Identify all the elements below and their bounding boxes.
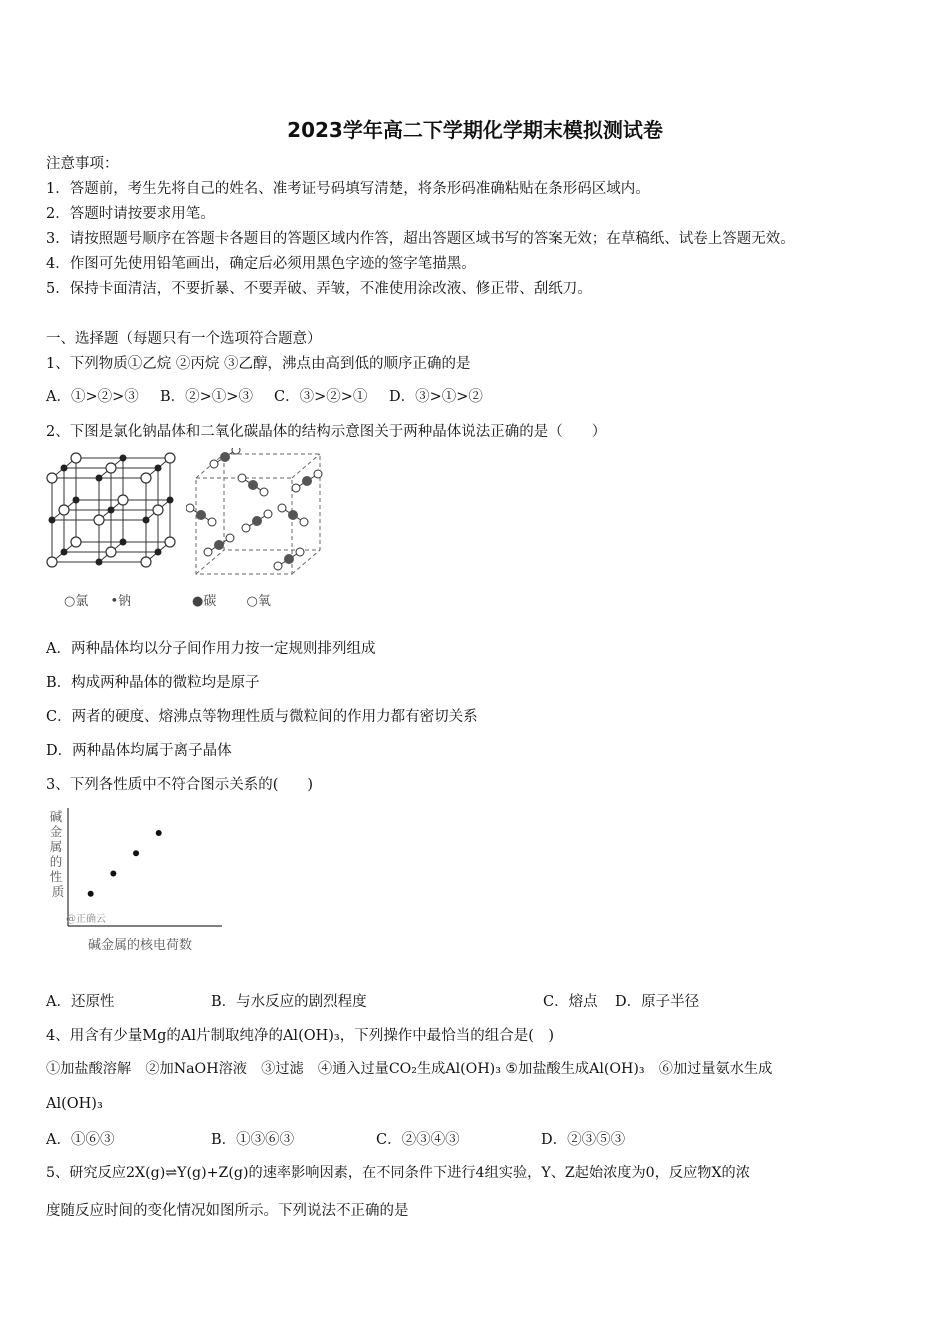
y-label-char-4: 的 (49, 854, 63, 869)
note-item: 3．请按照题号顺序在答题卡各题目的答题区域内作答，超出答题区域书写的答案无效；在草稿纸、试卷上答题无效。 (46, 231, 795, 247)
data-point-4 (156, 830, 162, 836)
question-2-option-a: A．两种晶体均以分子间作用力按一定规则排列组成 (46, 641, 376, 657)
option-b: B．①③⑥③ (211, 1132, 295, 1148)
legend-carbon: ●碳 (192, 594, 217, 609)
question-2-option-c: C．两者的硬度、熔沸点等物理性质与微粒间的作用力都有密切关系 (46, 709, 478, 725)
chart-watermark: @正确云 (66, 914, 106, 925)
x-axis-label: 碱金属的核电荷数 (88, 938, 193, 953)
co2-legend (192, 590, 271, 609)
data-points (88, 830, 162, 897)
y-label-char-5: 性 (49, 869, 63, 884)
data-point-2 (110, 871, 116, 877)
option-b: B．与水反应的剧烈程度 (211, 994, 367, 1010)
question-3-stem: 3、下列各性质中不符合图示关系的( ) (46, 777, 314, 793)
alkali-metal-chart (46, 802, 226, 954)
co2-crystal-figure (186, 448, 328, 586)
question-2-option-d: D．两种晶体均属于离子晶体 (46, 743, 232, 759)
question-5-stem-cont: 度随反应时间的变化情况如图所示。下列说法不正确的是 (46, 1203, 409, 1219)
option-c: C．②③④③ (376, 1132, 460, 1148)
y-label-char-1: 碱 (49, 809, 63, 824)
option-a: A．还原性 (46, 994, 115, 1010)
question-4-steps-cont: Al(OH)₃ (46, 1096, 103, 1112)
page-title: 2023学年高二下学期化学期末模拟测试卷 (287, 118, 663, 142)
option-c: C．③>②>① (274, 389, 368, 405)
y-label-char-6: 质 (51, 884, 65, 899)
option-d: D．③>①>② (389, 389, 483, 405)
data-point-1 (88, 891, 94, 897)
note-item: 2．答题时请按要求用笔。 (46, 206, 215, 222)
note-item: 5．保持卡面清洁，不要折暴、不要弄破、弄皱，不准使用涂改液、修正带、刮纸刀。 (46, 281, 592, 297)
legend-chlorine: ○氯 (64, 594, 89, 609)
notes-heading: 注意事项： (46, 156, 119, 172)
note-item: 1．答题前，考生先将自己的姓名、准考证号码填写清楚，将条形码准确粘贴在条形码区域内。 (46, 181, 650, 197)
nacl-crystal-figure (46, 450, 180, 608)
note-item: 4．作图可先使用铅笔画出，确定后必须用黑色字迹的签字笔描黑。 (46, 256, 476, 272)
legend-oxygen: ○氧 (246, 594, 271, 609)
y-label-char-2: 金 (49, 824, 63, 839)
option-b: B．②>①>③ (160, 389, 253, 405)
y-label-char-3: 属 (49, 839, 63, 854)
section-heading: 一、选择题（每题只有一个选项符合题意） (46, 331, 322, 347)
nacl-legend (64, 590, 131, 609)
option-a: A．①>②>③ (46, 389, 139, 405)
option-d: D．②③⑤③ (541, 1132, 626, 1148)
question-1-stem: 1、下列物质①乙烷 ②丙烷 ③乙醇，沸点由高到低的顺序正确的是 (46, 356, 471, 372)
question-5-stem: 5、研究反应2X(g)⇌Y(g)+Z(g)的速率影响因素，在不同条件下进行4组实验，Y、Z起始浓度为0，反应物X的浓 (46, 1165, 750, 1181)
data-point-3 (133, 850, 139, 856)
option-c: C．熔点 (543, 994, 598, 1010)
y-axis-label (50, 809, 67, 899)
legend-sodium: •钠 (110, 594, 132, 609)
option-a: A．①⑥③ (46, 1132, 115, 1148)
option-d: D．原子半径 (615, 994, 700, 1010)
question-4-stem: 4、用含有少量Mg的Al片制取纯净的Al(OH)₃，下列操作中最恰当的组合是( ) (46, 1028, 555, 1044)
question-2-option-b: B．构成两种晶体的微粒均是原子 (46, 675, 260, 691)
question-2-stem: 2、下图是氯化钠晶体和二氧化碳晶体的结构示意图关于两种晶体说法正确的是（ ） (46, 424, 607, 440)
question-4-steps: ①加盐酸溶解 ②加NaOH溶液 ③过滤 ④通入过量CO₂生成Al(OH)₃ ⑤加盐酸生成Al(OH)₃ ⑥加过量氨水生成 (46, 1061, 773, 1077)
